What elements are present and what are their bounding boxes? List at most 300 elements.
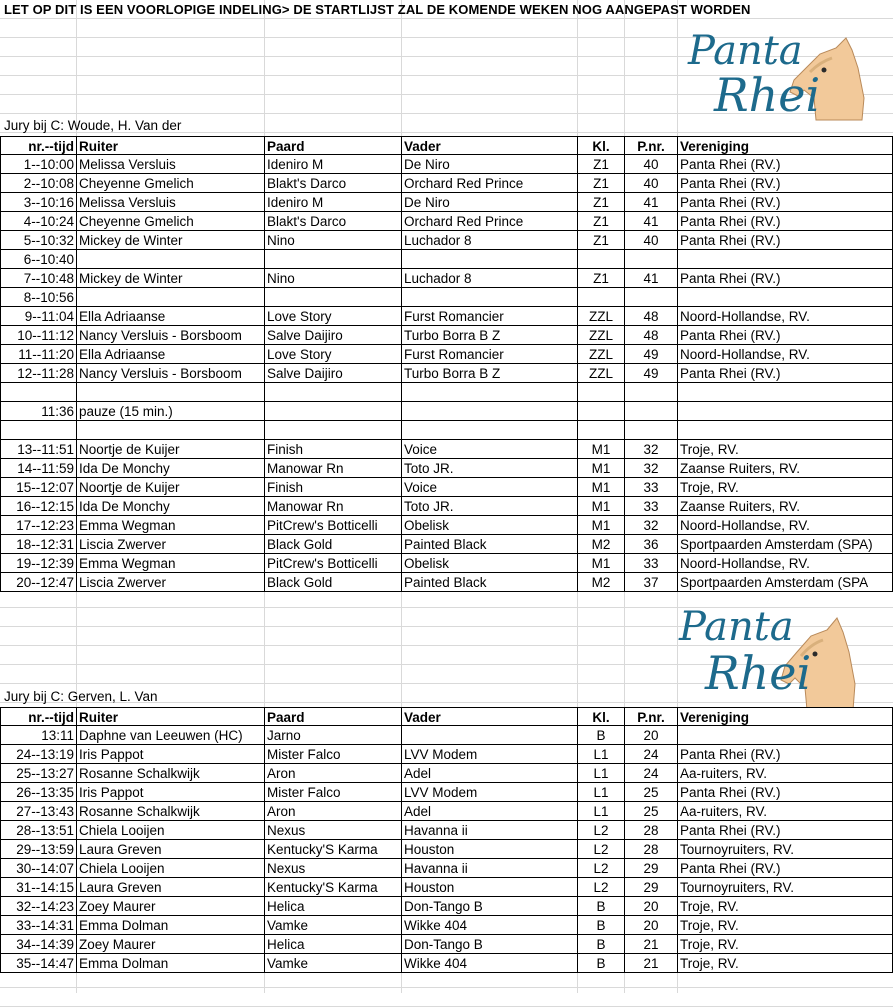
table-cell[interactable]: Emma Wegman [76,516,264,535]
table-cell[interactable]: Z1 [577,174,624,193]
table-cell[interactable]: 32 [624,459,677,478]
table-cell[interactable]: 26--13:35 [0,783,76,802]
table-cell[interactable]: 29 [624,878,677,897]
table-cell[interactable]: 48 [624,307,677,326]
column-header[interactable]: Paard [264,708,401,727]
table-cell[interactable]: 41 [624,193,677,212]
table-cell[interactable]: Ideniro M [264,155,401,174]
table-cell[interactable]: 19--12:39 [0,554,76,573]
table-cell[interactable]: Adel [401,764,577,783]
table-cell[interactable]: Mister Falco [264,783,401,802]
table-cell[interactable]: 20 [624,897,677,916]
table-cell[interactable]: 24 [624,745,677,764]
table-cell[interactable]: Troje, RV. [677,897,893,916]
table-cell[interactable]: Melissa Versluis [76,155,264,174]
table-cell[interactable]: Chiela Looijen [76,859,264,878]
table-cell[interactable]: Panta Rhei (RV.) [677,745,893,764]
table-cell[interactable]: Panta Rhei (RV.) [677,364,893,383]
table-cell[interactable]: Aa-ruiters, RV. [677,802,893,821]
table-cell[interactable]: Panta Rhei (RV.) [677,193,893,212]
table-cell[interactable]: Toto JR. [401,497,577,516]
table-cell[interactable]: B [577,954,624,973]
table-cell[interactable]: Daphne van Leeuwen (HC) [76,726,264,745]
table-cell[interactable]: Don-Tango B [401,897,577,916]
table-cell[interactable]: Rosanne Schalkwijk [76,764,264,783]
table-cell[interactable]: 25 [624,802,677,821]
table-cell[interactable]: Havanna ii [401,821,577,840]
column-header[interactable]: Ruiter [76,137,264,156]
table-cell[interactable]: 49 [624,364,677,383]
column-header[interactable]: Vereniging [677,137,893,156]
table-cell[interactable]: Don-Tango B [401,935,577,954]
table-cell[interactable]: Z1 [577,269,624,288]
table-cell[interactable]: 24--13:19 [0,745,76,764]
table-cell[interactable]: Panta Rhei (RV.) [677,859,893,878]
table-cell[interactable]: Iris Pappot [76,745,264,764]
table-cell[interactable]: Voice [401,440,577,459]
table-row [0,402,893,421]
table-cell[interactable]: Zaanse Ruiters, RV. [677,497,893,516]
table-cell[interactable] [401,383,577,402]
table-cell[interactable]: Emma Dolman [76,954,264,973]
table-row [0,573,893,592]
table-cell[interactable]: Z1 [577,231,624,250]
table-cell[interactable]: 32 [624,440,677,459]
table-cell[interactable]: M1 [577,554,624,573]
table-cell[interactable]: Ida De Monchy [76,497,264,516]
table-cell[interactable]: Black Gold [264,573,401,592]
table-cell[interactable]: Z1 [577,193,624,212]
table-cell[interactable]: Z1 [577,155,624,174]
table-cell[interactable]: 10--11:12 [0,326,76,345]
table-cell[interactable]: 11:36 [0,402,76,421]
table-cell[interactable]: 40 [624,174,677,193]
table-cell[interactable]: Voice [401,478,577,497]
table-cell[interactable] [677,288,893,307]
table-cell[interactable]: Cheyenne Gmelich [76,174,264,193]
table-cell[interactable]: Noord-Hollandse, RV. [677,554,893,573]
table-cell[interactable]: 15--12:07 [0,478,76,497]
table-cell[interactable]: Manowar Rn [264,459,401,478]
logo-text-line2: Rhei [714,68,821,122]
table-row [0,459,893,478]
column-header[interactable]: Ruiter [76,708,264,727]
table-cell[interactable]: 49 [624,345,677,364]
table-cell[interactable]: 7--10:48 [0,269,76,288]
table-row [0,764,893,783]
table-cell[interactable]: 37 [624,573,677,592]
table-cell[interactable]: Ella Adriaanse [76,345,264,364]
table-cell[interactable] [264,421,401,440]
table-cell[interactable]: Vamke [264,954,401,973]
table-cell[interactable]: L2 [577,859,624,878]
logo-text-line1: Panta [688,28,803,74]
table-row [0,345,893,364]
table-cell[interactable]: Salve Daijiro [264,364,401,383]
table-cell[interactable]: 21 [624,954,677,973]
table-cell[interactable]: L2 [577,878,624,897]
table-row [0,440,893,459]
table-cell[interactable]: Melissa Versluis [76,193,264,212]
table-cell[interactable]: 48 [624,326,677,345]
table-cell[interactable]: Painted Black [401,535,577,554]
table-cell[interactable]: Salve Daijiro [264,326,401,345]
table-cell[interactable]: Troje, RV. [677,916,893,935]
table-row [0,478,893,497]
table-cell[interactable] [624,421,677,440]
table-cell[interactable] [76,250,264,269]
table-row [0,554,893,573]
table-cell[interactable]: 25 [624,783,677,802]
table-cell[interactable]: 33--14:31 [0,916,76,935]
table-cell[interactable]: 1--10:00 [0,155,76,174]
table-cell[interactable]: Jarno [264,726,401,745]
table-row [0,326,893,345]
table-cell[interactable]: 40 [624,231,677,250]
table-cell[interactable]: 13--11:51 [0,440,76,459]
table-cell[interactable]: Finish [264,478,401,497]
header-row [0,707,893,726]
table-cell[interactable]: 40 [624,155,677,174]
table-cell[interactable]: Panta Rhei (RV.) [677,231,893,250]
table-cell[interactable]: Wikke 404 [401,916,577,935]
table-row [0,726,893,745]
table-cell[interactable]: 8--10:56 [0,288,76,307]
table-cell[interactable]: Furst Romancier [401,307,577,326]
table-row [0,916,893,935]
table-cell[interactable] [0,383,76,402]
column-header[interactable]: Vader [401,137,577,156]
table-cell[interactable] [624,402,677,421]
table-cell[interactable]: 41 [624,212,677,231]
table-cell[interactable]: B [577,935,624,954]
table-row [0,954,893,973]
table-cell[interactable]: 34--14:39 [0,935,76,954]
table-cell[interactable]: 20 [624,726,677,745]
table-cell[interactable]: Panta Rhei (RV.) [677,269,893,288]
panta-rhei-logo [677,604,857,700]
table-cell[interactable]: 14--11:59 [0,459,76,478]
table-cell[interactable]: M2 [577,573,624,592]
table-row [0,535,893,554]
table-cell[interactable]: 11--11:20 [0,345,76,364]
table-cell[interactable]: Zoey Maurer [76,897,264,916]
table-cell[interactable]: Mickey de Winter [76,269,264,288]
table-cell[interactable]: 9--11:04 [0,307,76,326]
table-cell[interactable]: 20--12:47 [0,573,76,592]
table-cell[interactable]: Zoey Maurer [76,935,264,954]
column-header[interactable]: Paard [264,137,401,156]
table-cell[interactable]: L2 [577,840,624,859]
table-cell[interactable]: Sportpaarden Amsterdam (SPA) [677,535,893,554]
table-cell[interactable] [677,402,893,421]
table-cell[interactable]: Orchard Red Prince [401,174,577,193]
table-cell[interactable]: Houston [401,878,577,897]
table-cell[interactable]: Troje, RV. [677,954,893,973]
table-cell[interactable]: 21 [624,935,677,954]
table-cell[interactable] [577,402,624,421]
table-cell[interactable]: Panta Rhei (RV.) [677,821,893,840]
table-row [0,497,893,516]
table-cell[interactable] [677,421,893,440]
table-cell[interactable]: Adel [401,802,577,821]
table-row [0,897,893,916]
table-cell[interactable]: M1 [577,440,624,459]
table-cell[interactable]: Aron [264,764,401,783]
table-cell[interactable]: Havanna ii [401,859,577,878]
table-cell[interactable]: 24 [624,764,677,783]
table-cell[interactable]: Luchador 8 [401,231,577,250]
table-cell[interactable]: Helica [264,897,401,916]
table-cell[interactable]: M1 [577,478,624,497]
table-cell[interactable]: Noord-Hollandse, RV. [677,516,893,535]
table-cell[interactable]: Blakt's Darco [264,212,401,231]
table-cell[interactable] [76,288,264,307]
table-cell[interactable]: 13:11 [0,726,76,745]
table-row [0,840,893,859]
table-cell[interactable]: M1 [577,497,624,516]
table-cell[interactable]: Toto JR. [401,459,577,478]
table-cell[interactable]: Rosanne Schalkwijk [76,802,264,821]
table-cell[interactable]: Chiela Looijen [76,821,264,840]
table-cell[interactable] [624,250,677,269]
table-cell[interactable] [264,250,401,269]
table-cell[interactable]: 12--11:28 [0,364,76,383]
table-cell[interactable]: 17--12:23 [0,516,76,535]
table-row [0,783,893,802]
table-cell[interactable]: Love Story [264,307,401,326]
table-cell[interactable] [577,421,624,440]
table-cell[interactable]: Furst Romancier [401,345,577,364]
table-cell[interactable]: 33 [624,554,677,573]
table-cell[interactable]: Painted Black [401,573,577,592]
table-cell[interactable]: Nancy Versluis - Borsboom [76,364,264,383]
table-cell[interactable]: Helica [264,935,401,954]
table-cell[interactable]: 18--12:31 [0,535,76,554]
table-cell[interactable]: 28--13:51 [0,821,76,840]
table-cell[interactable]: Turbo Borra B Z [401,364,577,383]
column-header[interactable]: Vereniging [677,708,893,727]
table-cell[interactable] [677,250,893,269]
table-cell[interactable]: 5--10:32 [0,231,76,250]
table-cell[interactable]: Troje, RV. [677,478,893,497]
table-cell[interactable]: Panta Rhei (RV.) [677,212,893,231]
table-cell[interactable]: ZZL [577,345,624,364]
table-cell[interactable]: Nino [264,231,401,250]
table-cell[interactable] [0,421,76,440]
table-cell[interactable]: PitCrew's Botticelli [264,554,401,573]
table-cell[interactable]: 36 [624,535,677,554]
table-cell[interactable]: Tournoyruiters, RV. [677,840,893,859]
table-cell[interactable]: Love Story [264,345,401,364]
table-cell[interactable]: L1 [577,745,624,764]
table-cell[interactable]: ZZL [577,307,624,326]
table-cell[interactable]: Houston [401,840,577,859]
column-header[interactable]: nr.--tijd [0,708,76,727]
table-cell[interactable] [577,250,624,269]
table-cell[interactable]: Nancy Versluis - Borsboom [76,326,264,345]
table-cell[interactable]: 33 [624,497,677,516]
table-cell[interactable] [677,726,893,745]
table-cell[interactable]: Ida De Monchy [76,459,264,478]
table-cell[interactable]: 29 [624,859,677,878]
table-cell[interactable]: Liscia Zwerver [76,573,264,592]
table-cell[interactable]: Noortje de Kuijer [76,440,264,459]
table-cell[interactable]: Laura Greven [76,840,264,859]
logo-text-line1: Panta [679,604,794,650]
table-cell[interactable]: M1 [577,516,624,535]
table-cell[interactable]: Troje, RV. [677,440,893,459]
table-row [0,516,893,535]
table-row [0,935,893,954]
panta-rhei-logo [686,28,866,122]
table-cell[interactable]: Zaanse Ruiters, RV. [677,459,893,478]
table-cell[interactable]: Manowar Rn [264,497,401,516]
table-cell[interactable]: PitCrew's Botticelli [264,516,401,535]
table-cell[interactable]: Panta Rhei (RV.) [677,155,893,174]
column-header[interactable]: P.nr. [624,137,677,156]
table-cell[interactable]: 33 [624,478,677,497]
table-cell[interactable] [264,383,401,402]
table-cell[interactable]: B [577,897,624,916]
column-header[interactable]: P.nr. [624,708,677,727]
table-cell[interactable]: 16--12:15 [0,497,76,516]
table-cell[interactable]: De Niro [401,155,577,174]
table-cell[interactable] [401,402,577,421]
table-cell[interactable]: 32--14:23 [0,897,76,916]
table-cell[interactable]: Z1 [577,212,624,231]
table-cell[interactable]: Troje, RV. [677,935,893,954]
table-row [0,250,893,269]
table-cell[interactable]: Obelisk [401,516,577,535]
table-cell[interactable]: Vamke [264,916,401,935]
table-cell[interactable]: Blakt's Darco [264,174,401,193]
column-header[interactable]: Kl. [577,708,624,727]
table-cell[interactable]: Kentucky'S Karma [264,840,401,859]
table-cell[interactable]: 3--10:16 [0,193,76,212]
table-cell[interactable] [401,421,577,440]
table-cell[interactable] [624,288,677,307]
table-cell[interactable]: 41 [624,269,677,288]
table-cell[interactable]: Nexus [264,821,401,840]
table-cell[interactable]: 25--13:27 [0,764,76,783]
table-cell[interactable]: L1 [577,802,624,821]
table-cell[interactable] [76,383,264,402]
table-cell[interactable]: Black Gold [264,535,401,554]
table-cell[interactable]: 28 [624,821,677,840]
table-cell[interactable] [577,383,624,402]
table-cell[interactable]: Noord-Hollandse, RV. [677,307,893,326]
table-cell[interactable]: Mickey de Winter [76,231,264,250]
table-cell[interactable]: Wikke 404 [401,954,577,973]
table-row [0,421,893,440]
table-cell[interactable]: Aron [264,802,401,821]
notice-text: LET OP DIT IS EEN VOORLOPIGE INDELING> DE STARTLIJST ZAL DE KOMENDE WEKEN NOG AANGEPAST WORDEN [4,2,751,17]
table-cell[interactable]: Nino [264,269,401,288]
table-cell[interactable]: 32 [624,516,677,535]
table-cell[interactable]: Cheyenne Gmelich [76,212,264,231]
table-cell[interactable] [401,726,577,745]
table-cell[interactable]: L1 [577,783,624,802]
table-cell[interactable]: 30--14:07 [0,859,76,878]
table-cell[interactable] [624,383,677,402]
table-cell[interactable] [401,250,577,269]
table-cell[interactable]: M2 [577,535,624,554]
table-row [0,383,893,402]
table-cell[interactable]: LVV Modem [401,783,577,802]
table-cell[interactable]: Laura Greven [76,878,264,897]
table-cell[interactable] [76,421,264,440]
table-cell[interactable]: Panta Rhei (RV.) [677,783,893,802]
table-cell[interactable]: Mister Falco [264,745,401,764]
table-cell[interactable]: Emma Dolman [76,916,264,935]
table-cell[interactable]: Panta Rhei (RV.) [677,326,893,345]
column-header[interactable]: Kl. [577,137,624,156]
table-row [0,364,893,383]
table-row [0,288,893,307]
table-cell[interactable]: Liscia Zwerver [76,535,264,554]
table-cell[interactable]: L2 [577,821,624,840]
table-cell[interactable]: Obelisk [401,554,577,573]
table-cell[interactable]: 2--10:08 [0,174,76,193]
table-cell[interactable]: Aa-ruiters, RV. [677,764,893,783]
column-header[interactable]: Vader [401,708,577,727]
table-cell[interactable]: Orchard Red Prince [401,212,577,231]
table-cell[interactable]: M1 [577,459,624,478]
table-cell[interactable]: Luchador 8 [401,269,577,288]
table-cell[interactable]: ZZL [577,364,624,383]
table-row [0,174,893,193]
jury-label-2: Jury bij C: Gerven, L. Van [4,689,158,704]
table-cell[interactable] [577,288,624,307]
table-cell[interactable]: Tournoyruiters, RV. [677,878,893,897]
table-cell[interactable]: 27--13:43 [0,802,76,821]
table-cell[interactable]: De Niro [401,193,577,212]
table-cell[interactable]: 28 [624,840,677,859]
table-cell[interactable]: Iris Pappot [76,783,264,802]
table-cell[interactable]: Sportpaarden Amsterdam (SPA [677,573,893,592]
header-row [0,136,893,155]
table-cell[interactable]: Ella Adriaanse [76,307,264,326]
table-cell[interactable]: Kentucky'S Karma [264,878,401,897]
table-cell[interactable]: Turbo Borra B Z [401,326,577,345]
table-cell[interactable] [264,402,401,421]
table-cell[interactable]: Panta Rhei (RV.) [677,174,893,193]
table-cell[interactable]: L1 [577,764,624,783]
table-cell[interactable]: B [577,916,624,935]
table-cell[interactable]: Finish [264,440,401,459]
table-cell[interactable] [264,288,401,307]
table-cell[interactable] [677,383,893,402]
table-cell[interactable]: Nexus [264,859,401,878]
table-cell[interactable]: B [577,726,624,745]
table-cell[interactable]: 20 [624,916,677,935]
table-cell[interactable] [401,288,577,307]
table-cell[interactable]: Noord-Hollandse, RV. [677,345,893,364]
table-cell[interactable]: 29--13:59 [0,840,76,859]
table-cell[interactable]: 4--10:24 [0,212,76,231]
table-cell[interactable]: pauze (15 min.) [76,402,264,421]
table-cell[interactable]: LVV Modem [401,745,577,764]
table-cell[interactable]: Noortje de Kuijer [76,478,264,497]
table-cell[interactable]: ZZL [577,326,624,345]
table-cell[interactable]: Ideniro M [264,193,401,212]
table-cell[interactable]: Emma Wegman [76,554,264,573]
table-cell[interactable]: 6--10:40 [0,250,76,269]
column-header[interactable]: nr.--tijd [0,137,76,156]
table-cell[interactable]: 35--14:47 [0,954,76,973]
table-cell[interactable]: 31--14:15 [0,878,76,897]
